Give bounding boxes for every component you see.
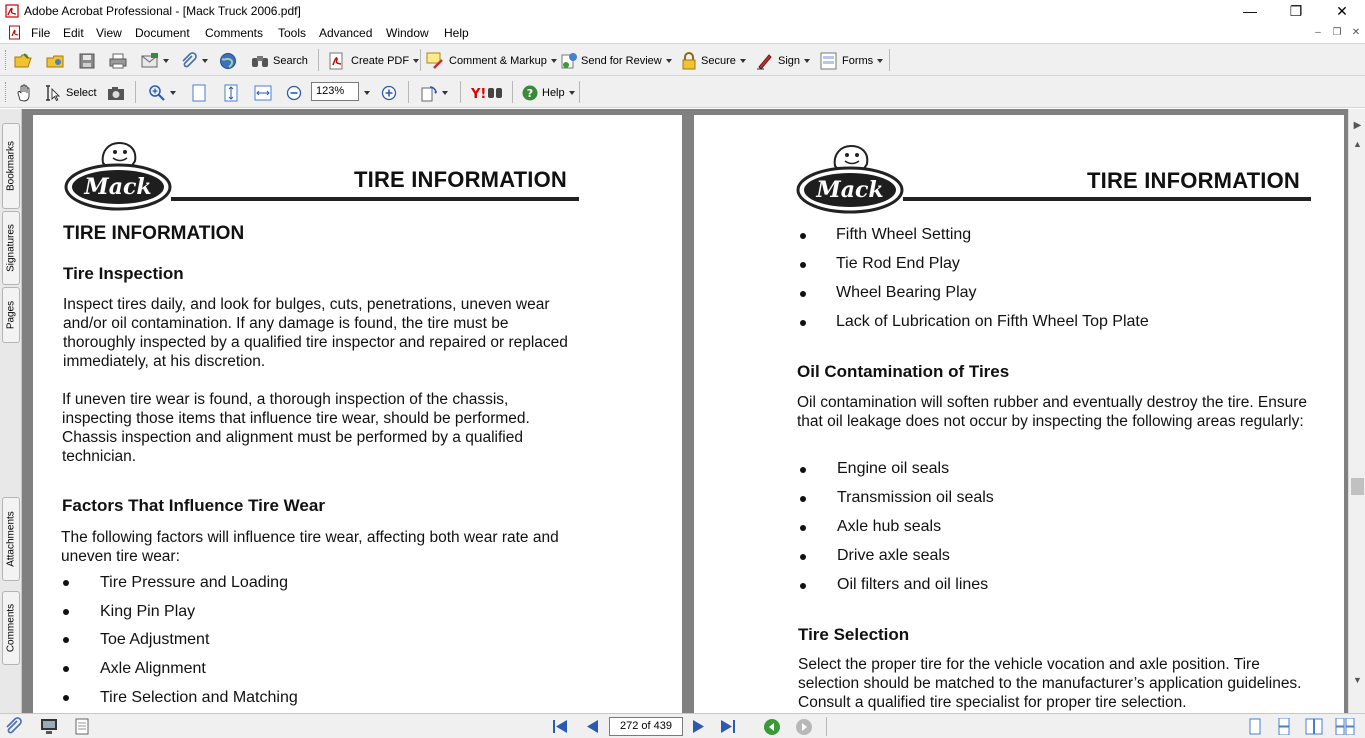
secure-button[interactable]: [680, 50, 746, 72]
continuous-icon[interactable]: [1275, 718, 1293, 735]
tab-signatures[interactable]: [2, 211, 20, 285]
list-item: Fifth Wheel Setting: [836, 226, 972, 243]
vertical-scrollbar[interactable]: [1348, 109, 1365, 713]
attach-button[interactable]: [180, 50, 208, 72]
pdf-page-left: [33, 115, 682, 713]
oil-heading: Oil Contamination of Tires: [797, 362, 1010, 381]
menu-tools[interactable]: Tools: [278, 26, 307, 40]
continuous-facing-icon[interactable]: [1335, 718, 1355, 735]
logo-text: Mack: [84, 174, 152, 200]
create-pdf-label: Create PDF: [351, 55, 410, 67]
tab-attachments[interactable]: [2, 497, 20, 581]
title-bar: [0, 0, 1365, 23]
selection-text: Select the proper tire for the vehicle vocation and axle position. Tire selection should be matched to the manufacturer’s application guidelines. Consult a qualified tire specialist for proper tire selection.: [798, 656, 1302, 711]
paperclip-icon[interactable]: [3, 717, 23, 736]
hand-tool-button[interactable]: [15, 82, 33, 104]
list-item: Tie Rod End Play: [836, 255, 960, 272]
list-item: Transmission oil seals: [837, 489, 994, 506]
help-label: Help: [542, 87, 565, 99]
bullet-icon: [800, 525, 806, 531]
selection-heading: Tire Selection: [798, 625, 910, 644]
zoom-dropdown[interactable]: [360, 82, 370, 104]
first-page-icon[interactable]: [550, 718, 570, 735]
mack-bulldog-logo: [795, 140, 905, 220]
select-label: Select: [66, 87, 97, 99]
chevron-down-icon: [569, 91, 575, 95]
yahoo-icon: [470, 84, 504, 102]
list-item: Axle hub seals: [837, 518, 942, 535]
menu-view[interactable]: View: [96, 26, 122, 40]
page-number-input[interactable]: 272 of 439: [609, 717, 683, 736]
menu-window[interactable]: Window: [386, 26, 429, 40]
menu-bar: [0, 23, 1365, 43]
organizer-icon: [46, 52, 64, 70]
save-button[interactable]: [78, 50, 96, 72]
svg-text:?: ?: [526, 87, 534, 100]
toolbar-separator: [579, 81, 580, 103]
list-item: Lack of Lubrication on Fifth Wheel Top Plate: [836, 313, 1149, 330]
single-page-icon[interactable]: [1246, 718, 1264, 735]
tab-bookmarks[interactable]: [2, 123, 20, 209]
forms-label: Forms: [842, 55, 874, 67]
magnifier-icon: [148, 84, 166, 102]
bullet-icon: [800, 554, 806, 560]
bullet-icon: [63, 580, 69, 586]
save-icon: [78, 52, 96, 70]
pen-icon: [756, 52, 774, 70]
email-icon: [141, 52, 159, 70]
camera-icon: [107, 84, 125, 102]
window-title: Adobe Acrobat Professional - [Mack Truck 2006.pdf]: [24, 4, 301, 18]
printer-icon: [109, 52, 127, 70]
logo-text: Mack: [816, 177, 884, 203]
list-item: Wheel Bearing Play: [836, 284, 977, 301]
fit-width-icon: [254, 84, 272, 102]
toolbar-separator: [318, 49, 319, 71]
bullet-icon: [800, 262, 806, 268]
oil-intro: Oil contamination will soften rubber and eventually destroy the tire. Ensure that oil leakage does not occur by inspecting the following areas regularly:: [797, 394, 1308, 430]
zoom-input[interactable]: 123%: [311, 82, 359, 101]
menu-edit[interactable]: Edit: [63, 26, 84, 40]
menu-advanced[interactable]: Advanced: [319, 26, 373, 40]
create-pdf-icon: [328, 52, 346, 70]
globe-icon: [219, 52, 237, 70]
bullet-icon: [800, 583, 806, 589]
minimize-button[interactable]: —: [1243, 3, 1257, 19]
fit-page-icon: [222, 84, 240, 102]
list-item: Axle Alignment: [100, 660, 206, 677]
zoom-out-icon: [285, 84, 303, 102]
rotate-view-button[interactable]: [420, 82, 448, 104]
menu-help[interactable]: Help: [444, 26, 469, 40]
toolbar-separator: [420, 49, 421, 71]
sign-button[interactable]: [756, 50, 810, 72]
lock-icon: [680, 52, 698, 70]
chevron-down-icon: [740, 59, 746, 63]
list-item: Engine oil seals: [837, 460, 950, 477]
scrollbar-thumb[interactable]: [1351, 478, 1364, 495]
section-title: TIRE INFORMATION: [63, 223, 245, 244]
factors-heading: Factors That Influence Tire Wear: [62, 496, 325, 515]
zoom-in-icon: [380, 84, 398, 102]
select-tool-button[interactable]: [44, 82, 97, 104]
list-item: Drive axle seals: [837, 547, 950, 564]
binoculars-icon: [251, 52, 269, 70]
hand-icon: [15, 84, 33, 102]
facing-icon[interactable]: [1305, 718, 1323, 735]
last-page-icon[interactable]: [718, 718, 738, 735]
navigation-toolbar: [0, 76, 1365, 108]
bullet-icon: [800, 496, 806, 502]
bullet-icon: [800, 320, 806, 326]
sign-label: Sign: [778, 55, 801, 67]
status-separator: [826, 717, 827, 736]
chevron-down-icon: [804, 59, 810, 63]
doc-close-button[interactable]: ✕: [1351, 27, 1361, 38]
bullet-icon: [63, 695, 69, 701]
email-button[interactable]: [141, 50, 169, 72]
factors-intro: The following factors will influence tire wear, affecting both wear rate and uneven tire wear:: [61, 529, 559, 565]
tab-comments[interactable]: [2, 591, 20, 665]
bullet-icon: [800, 467, 806, 473]
chevron-down-icon: [364, 91, 370, 95]
page-header-title: TIRE INFORMATION: [354, 167, 567, 192]
rotate-page-icon: [420, 84, 438, 102]
go-forward-icon[interactable]: [795, 718, 813, 736]
text-cursor-icon: [44, 84, 62, 102]
secure-label: Secure: [701, 55, 736, 67]
help-button[interactable]: [521, 82, 575, 104]
inspection-paragraph-2: If uneven tire wear is found, a thorough inspection of the chassis, inspecting those items that influence tire wear, should be performed. Chassis inspection and alignment must be performed by a qualified technician.: [62, 391, 530, 465]
doc-restore-button[interactable]: ❐: [1332, 27, 1342, 38]
web-button[interactable]: [219, 50, 237, 72]
navigation-pane: [0, 109, 22, 713]
scroll-down-arrow-icon[interactable]: ▼: [1353, 675, 1362, 685]
search-button[interactable]: [251, 50, 308, 72]
list-item: King Pin Play: [100, 603, 196, 620]
help-icon: [521, 84, 539, 102]
chevron-down-icon: [442, 91, 448, 95]
chevron-down-icon: [666, 59, 672, 63]
toolbar-separator: [460, 81, 461, 103]
status-bar: [0, 713, 1365, 738]
tab-label: Signatures: [5, 224, 17, 272]
search-label: Search: [273, 55, 308, 67]
snapshot-button[interactable]: [107, 82, 125, 104]
bullet-icon: [800, 291, 806, 297]
comment-markup-button[interactable]: [426, 50, 557, 72]
menu-comments[interactable]: Comments: [205, 26, 264, 40]
tab-label: Bookmarks: [5, 140, 17, 192]
restore-button[interactable]: ❐: [1289, 3, 1303, 19]
pdf-page-right: [694, 115, 1344, 713]
paperclip-icon: [180, 52, 198, 70]
menu-document[interactable]: Document: [135, 26, 190, 40]
toolbar-separator: [512, 81, 513, 103]
bullet-icon: [63, 609, 69, 615]
organizer-button[interactable]: [46, 50, 64, 72]
go-back-icon[interactable]: [763, 718, 781, 736]
fit-width-button[interactable]: [254, 82, 272, 104]
toolbar-separator: [135, 81, 136, 103]
forms-button[interactable]: [820, 50, 883, 72]
tab-label: Comments: [5, 603, 17, 653]
toolbar-separator: [889, 49, 890, 71]
chevron-down-icon: [551, 59, 557, 63]
comment-markup-icon: [426, 52, 444, 70]
open-folder-icon: [14, 52, 32, 70]
file-toolbar: [0, 43, 1365, 76]
open-button[interactable]: [14, 50, 32, 72]
zoom-out-button[interactable]: [285, 82, 303, 104]
close-button[interactable]: ✕: [1336, 3, 1348, 19]
acrobat-app-icon: [5, 4, 19, 18]
header-rule: [903, 197, 1311, 201]
send-for-review-button[interactable]: [560, 50, 672, 72]
screen-icon[interactable]: [40, 718, 58, 735]
chevron-down-icon: [877, 59, 883, 63]
list-item: Toe Adjustment: [100, 631, 210, 648]
chevron-down-icon: [163, 59, 169, 63]
page-header-title: TIRE INFORMATION: [1087, 168, 1300, 193]
zoom-in-tool-button[interactable]: [148, 82, 176, 104]
chevron-down-icon: [202, 59, 208, 63]
document-view[interactable]: [22, 109, 1348, 713]
bullet-icon: [63, 666, 69, 672]
svg-text:Y!: Y!: [471, 87, 487, 102]
page-layout-icon[interactable]: [73, 718, 91, 735]
forms-icon: [820, 52, 838, 70]
zoom-in-button[interactable]: [380, 82, 398, 104]
next-page-icon[interactable]: [688, 718, 708, 735]
send-review-icon: [560, 52, 578, 70]
tab-pages[interactable]: [2, 287, 20, 343]
chevron-down-icon: [413, 59, 419, 63]
mack-bulldog-logo: [63, 137, 173, 217]
tab-label: Attachments: [5, 511, 17, 567]
document-icon[interactable]: [8, 25, 22, 40]
previous-page-icon[interactable]: [583, 718, 603, 735]
page-icon: [190, 84, 208, 102]
fit-page-button[interactable]: [222, 82, 240, 104]
toolbar-separator: [408, 81, 409, 103]
print-button[interactable]: [109, 50, 127, 72]
inspection-heading: Tire Inspection: [63, 264, 184, 283]
panel-toggle-arrow-icon[interactable]: ▶: [1353, 120, 1362, 131]
send-for-review-label: Send for Review: [581, 55, 662, 67]
list-item: Tire Pressure and Loading: [100, 574, 288, 591]
bullet-icon: [800, 233, 806, 239]
toolbar-grip[interactable]: [5, 50, 8, 70]
doc-minimize-button[interactable]: –: [1315, 27, 1321, 38]
scroll-up-arrow-icon[interactable]: ▲: [1353, 139, 1362, 149]
tab-label: Pages: [5, 300, 17, 330]
bullet-icon: [63, 637, 69, 643]
toolbar-grip[interactable]: [5, 82, 8, 102]
header-rule: [171, 197, 579, 201]
chevron-down-icon: [170, 91, 176, 95]
comment-markup-label: Comment & Markup: [449, 55, 547, 67]
inspection-paragraph-1: Inspect tires daily, and look for bulges, cuts, penetrations, uneven wear and/or oil contamination. If any damage is found, the tire must be thoroughly inspected by a qualified tire inspector and repaired or replaced immediately, at his discretion.: [63, 296, 568, 370]
list-item: Oil filters and oil lines: [837, 576, 989, 593]
menu-file[interactable]: File: [31, 26, 51, 40]
actual-size-button[interactable]: [190, 82, 208, 104]
list-item: Tire Selection and Matching: [100, 689, 298, 706]
yahoo-search-button[interactable]: [470, 82, 504, 104]
create-pdf-button[interactable]: [328, 50, 419, 72]
